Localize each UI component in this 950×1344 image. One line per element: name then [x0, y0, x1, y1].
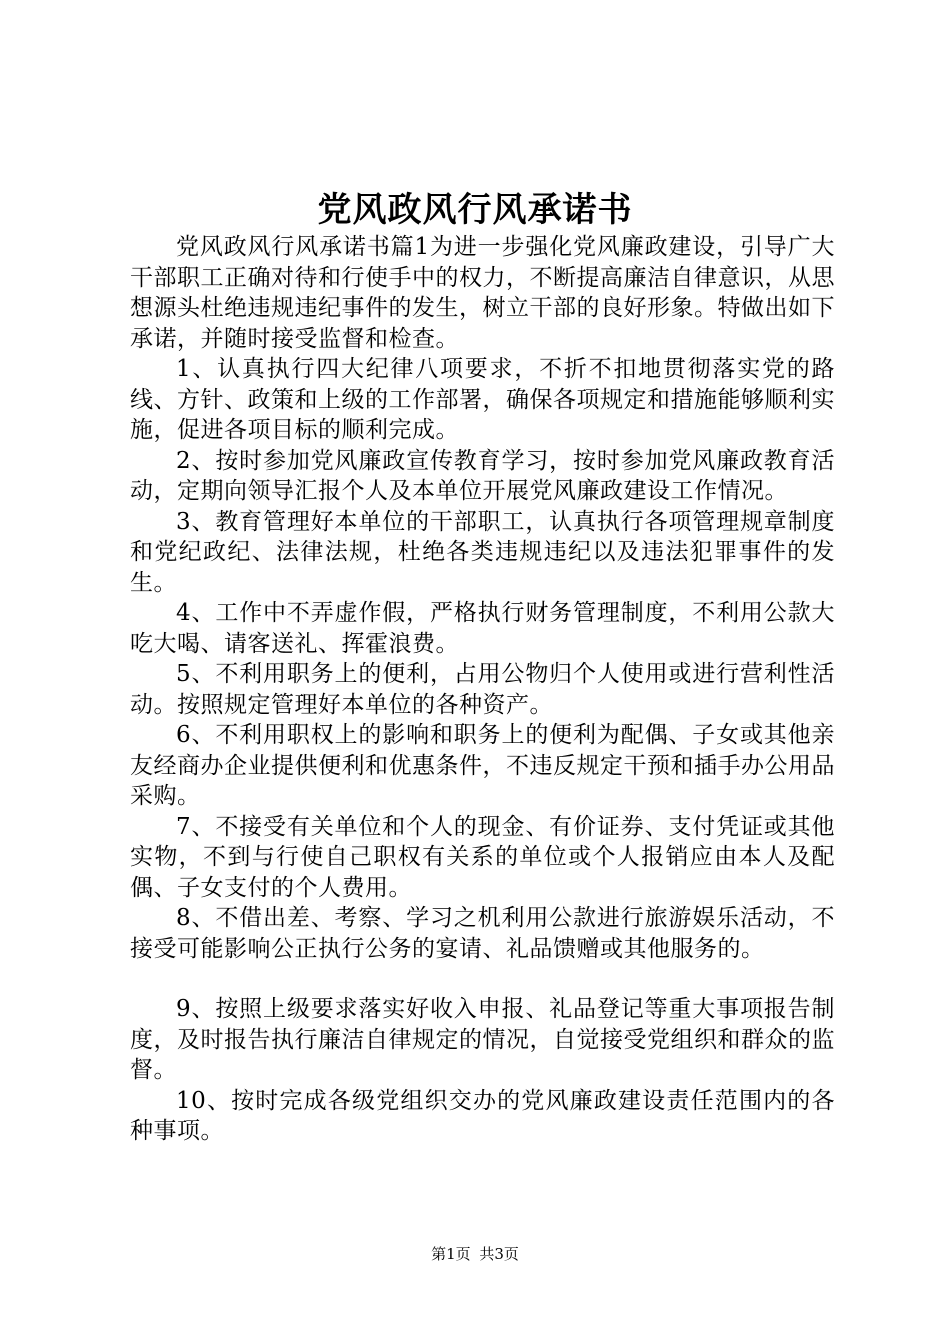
document-body	[130, 232, 835, 1147]
commitment-item-9: 9、按照上级要求落实好收入申报、礼品登记等重大事项报告制度，及时报告执行廉洁自律规定的情况，自觉接受党组织和群众的监督。	[130, 996, 835, 1083]
commitment-item-1: 1、认真执行四大纪律八项要求，不折不扣地贯彻落实党的路线、方针、政策和上级的工作部署，确保各项规定和措施能够顺利实施，促进各项目标的顺利完成。	[130, 356, 835, 443]
document-title: 党风政风行风承诺书	[317, 190, 633, 230]
intro-paragraph: 党风政风行风承诺书篇1为进一步强化党风廉政建设，引导广大干部职工正确对待和行使手中的权力，不断提高廉洁自律意识，从思想源头杜绝违规违纪事件的发生，树立干部的良好形象。特做出如下承诺，并随时接受监督和检查。	[130, 234, 835, 352]
commitment-item-7: 7、不接受有关单位和个人的现金、有价证券、支付凭证或其他实物，不到与行使自己职权有关系的单位或个人报销应由本人及配偶、子女支付的个人费用。	[130, 813, 835, 901]
page-number-total: 共3页	[479, 1245, 519, 1263]
commitment-item-6: 6、不利用职权上的影响和职务上的便利为配偶、子女或其他亲友经商办企业提供便利和优惠条件，不违反规定干预和插手办公用品采购。	[130, 722, 835, 809]
commitment-item-8: 8、不借出差、考察、学习之机利用公款进行旅游娱乐活动，不接受可能影响公正执行公务的宴请、礼品馈赠或其他服务的。	[130, 905, 835, 962]
commitment-item-5: 5、不利用职务上的便利，占用公物归个人使用或进行营利性活动。按照规定管理好本单位的各种资产。	[130, 661, 835, 718]
commitment-item-3: 3、教育管理好本单位的干部职工，认真执行各项管理规章制度和党纪政纪、法律法规，杜绝各类违规违纪以及违法犯罪事件的发生。	[130, 508, 835, 596]
commitment-item-10: 10、按时完成各级党组织交办的党风廉政建设责任范围内的各种事项。	[130, 1087, 835, 1144]
page-footer	[0, 1244, 950, 1264]
commitment-item-4: 4、工作中不弄虚作假，严格执行财务管理制度，不利用公款大吃大喝、请客送礼、挥霍浪费。	[130, 600, 835, 657]
commitment-item-2: 2、按时参加党风廉政宣传教育学习，按时参加党风廉政教育活动，定期向领导汇报个人及本单位开展党风廉政建设工作情况。	[130, 447, 835, 504]
page-number-current: 第1页	[431, 1245, 471, 1263]
